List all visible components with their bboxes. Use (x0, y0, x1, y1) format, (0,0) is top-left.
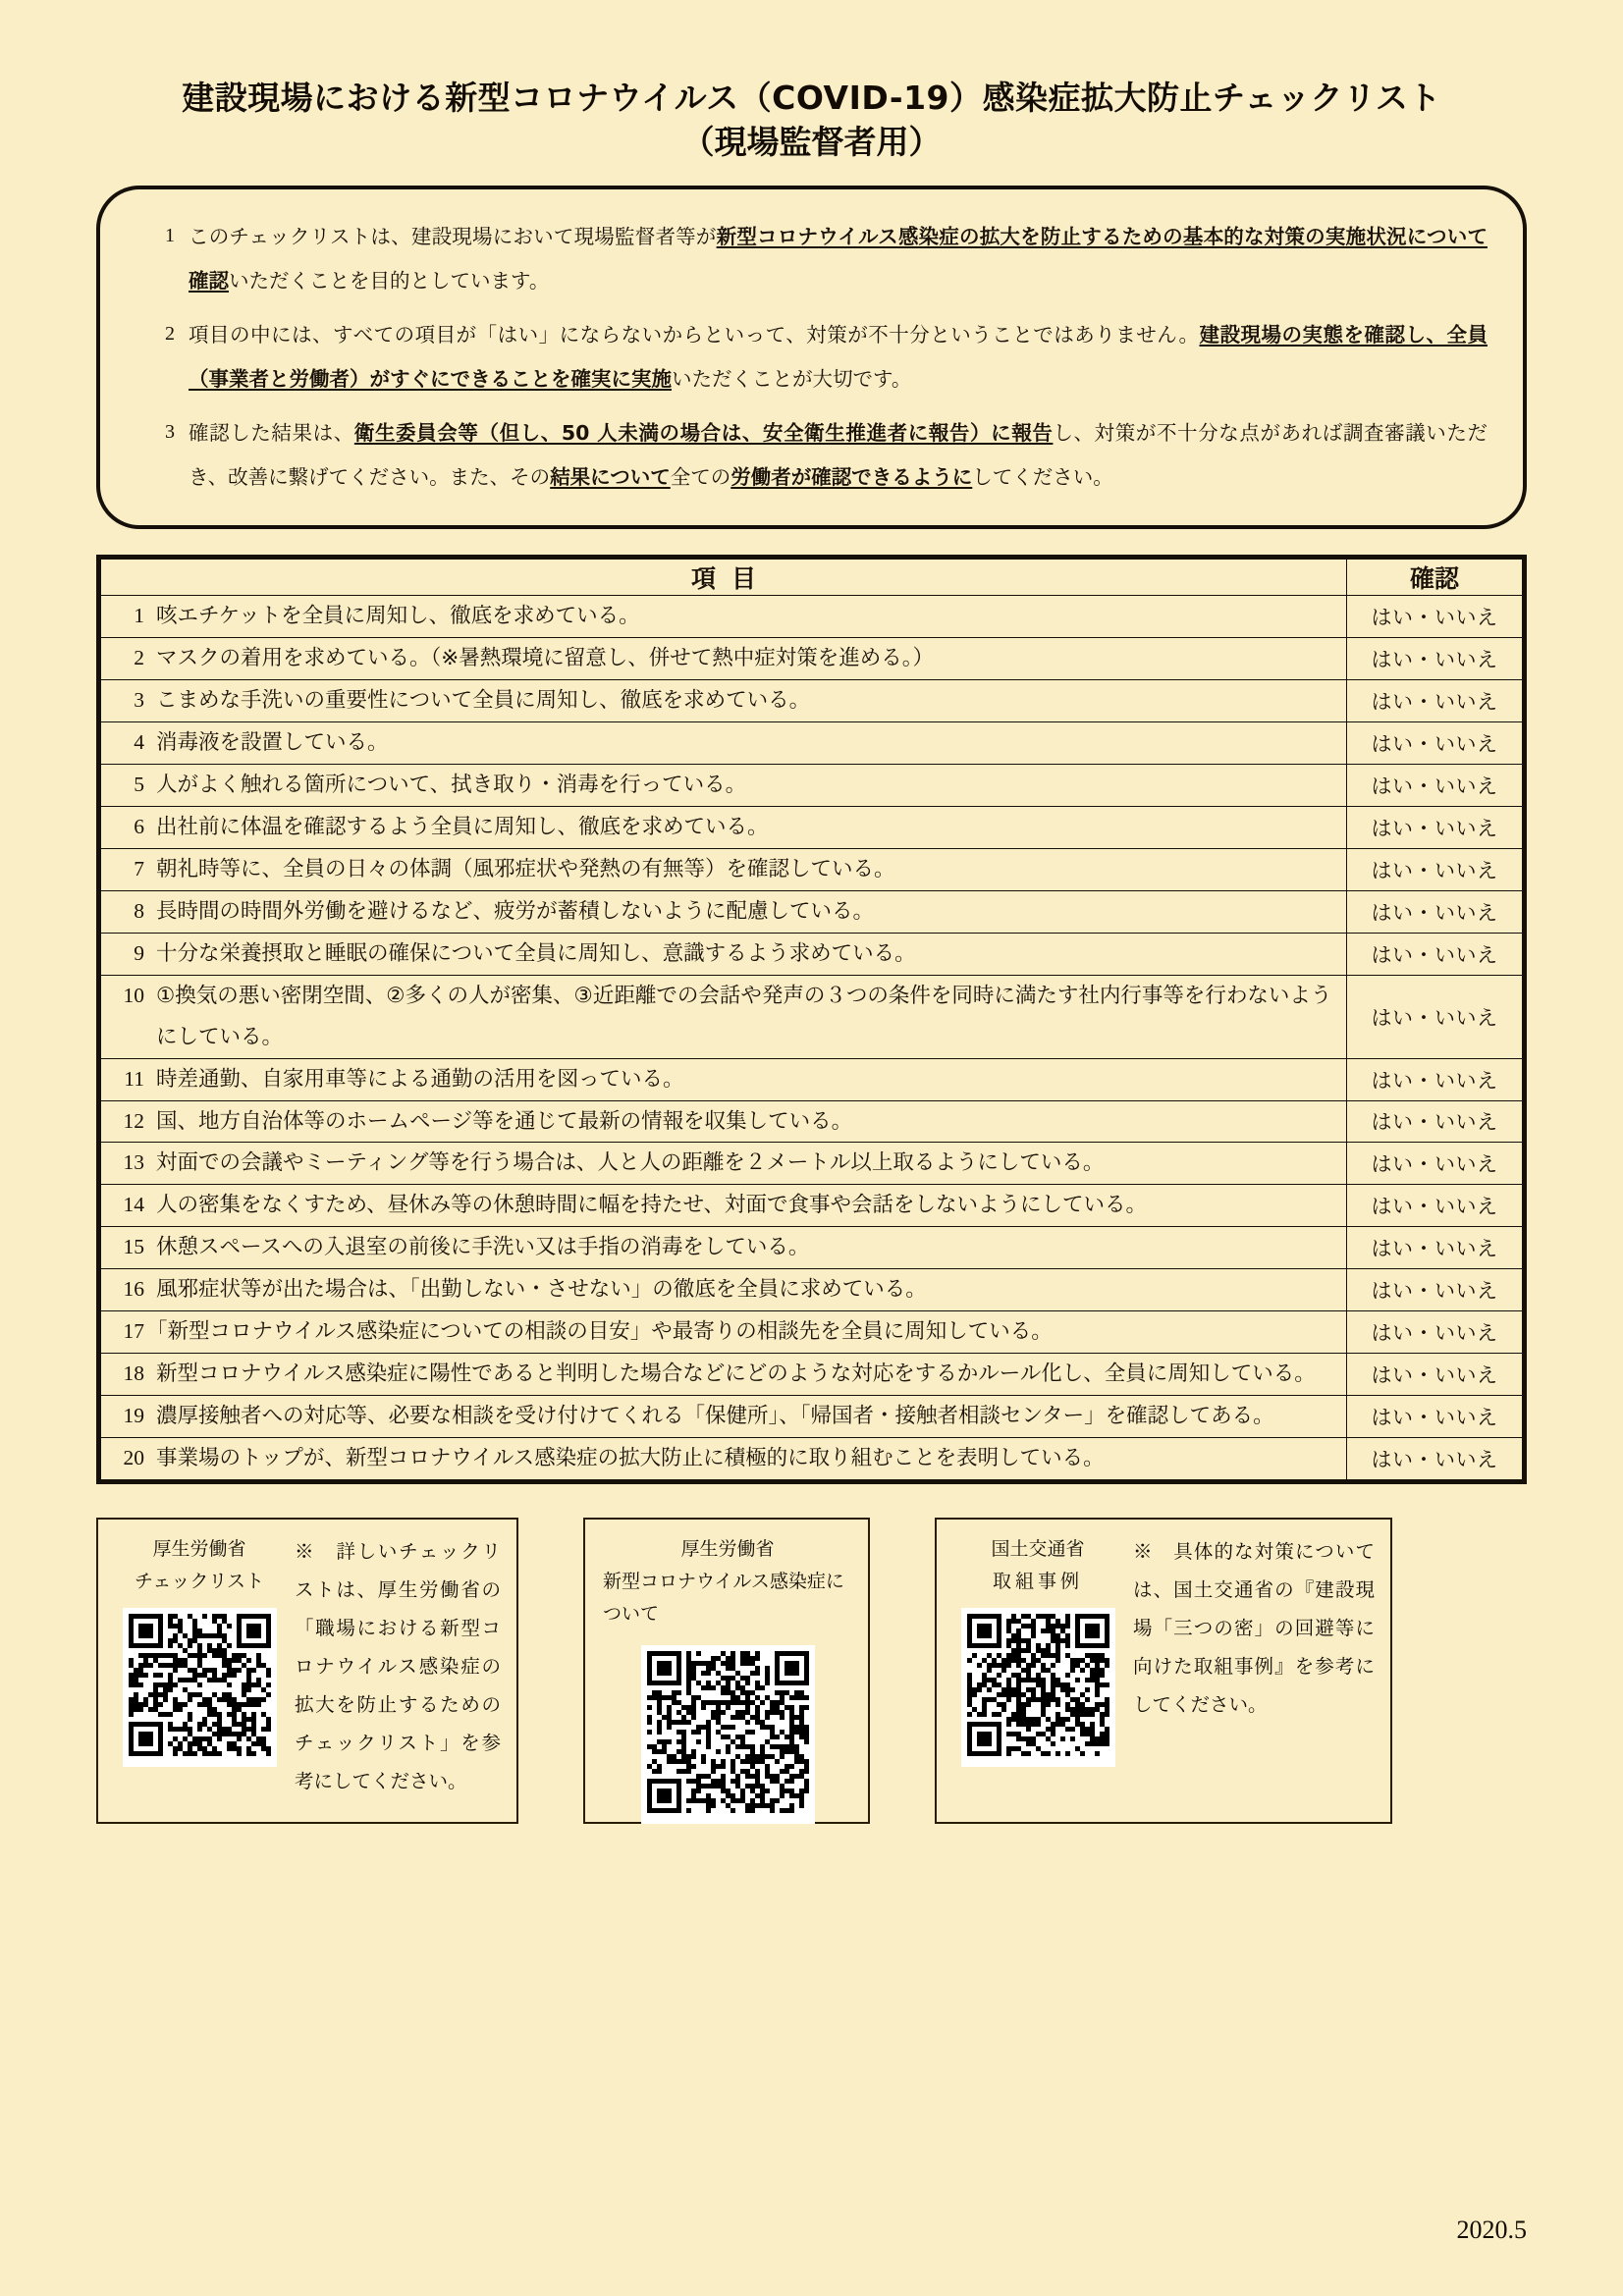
checklist-item-number: 13 (123, 1150, 144, 1175)
checklist-item-cell (101, 933, 1347, 975)
checklist-item-cell (101, 1227, 1347, 1269)
intro-item (135, 215, 1488, 303)
reference-heading-line2: 新型コロナウイルス感染症について (603, 1571, 844, 1626)
intro-plain-text: 項目の中には、すべての項目が「はい」にならないからといって、対策が不十分ということではありません。 (189, 325, 1200, 347)
page-subtitle: （現場監督者用） (681, 122, 942, 161)
checklist-answer-cell[interactable]: はい・いいえ (1347, 1395, 1523, 1437)
checklist-answer-cell[interactable]: はい・いいえ (1347, 1100, 1523, 1143)
checklist-item-number: 12 (123, 1108, 144, 1133)
checklist-item-text: ①換気の悪い密閉空間、②多くの人が密集、③近距離での会話や発声の３つの条件を同時に満たす社内行事等を行わないようにしている。 (156, 983, 1332, 1049)
checklist-item-cell (101, 975, 1347, 1058)
checklist-answer-cell[interactable]: はい・いいえ (1347, 975, 1523, 1058)
checklist-item-text: 人がよく触れる箇所について、拭き取り・消毒を行っている。 (156, 773, 747, 798)
checklist-item-number: 10 (123, 983, 144, 1007)
checklist-item-number: 16 (123, 1277, 144, 1302)
intro-item (135, 411, 1488, 500)
checklist-item-text: 事業場のトップが、新型コロナウイルス感染症の拡大防止に積極的に取り組むことを表明している。 (156, 1445, 1105, 1470)
reference-heading-line1: 国土交通省 (991, 1537, 1085, 1560)
checklist-item-text: 出社前に体温を確認するよう全員に周知し、徹底を求めている。 (156, 815, 769, 840)
checklist-item-number: 3 (134, 688, 144, 713)
intro-box (96, 186, 1527, 529)
table-row (101, 933, 1523, 975)
table-row (101, 1185, 1523, 1227)
reference-left-column (954, 1533, 1121, 1808)
table-row (101, 1143, 1523, 1185)
table-row (101, 596, 1523, 638)
intro-item (135, 313, 1488, 401)
checklist-answer-cell[interactable]: はい・いいえ (1347, 638, 1523, 680)
checklist-item-text: 風邪症状等が出た場合は、「出勤しない・させない」の徹底を全員に求めている。 (156, 1277, 927, 1303)
checklist-item-cell (101, 1354, 1347, 1396)
checklist-item-cell (101, 638, 1347, 680)
table-row (101, 1437, 1523, 1479)
table-row (101, 1058, 1523, 1100)
table-row (101, 890, 1523, 933)
checklist-item-cell (101, 1437, 1347, 1479)
checklist-item-number: 15 (123, 1235, 144, 1259)
checklist-answer-cell[interactable]: はい・いいえ (1347, 722, 1523, 765)
checklist-item-cell (101, 849, 1347, 891)
checklist-item-cell (101, 890, 1347, 933)
checklist-body (101, 596, 1523, 1479)
column-header-item: 項目 (101, 560, 1347, 596)
intro-item-text (189, 411, 1488, 500)
intro-item-number: 3 (165, 421, 175, 444)
reference-boxes-row (96, 1518, 1527, 1842)
table-row (101, 1227, 1523, 1269)
checklist-item-text: 人の密集をなくすため、昼休み等の休憩時間に幅を持たせ、対面で食事や会話をしないようにしている。 (156, 1193, 1148, 1218)
table-row (101, 807, 1523, 849)
reference-box-mlit-examples (935, 1518, 1392, 1824)
checklist-item-number: 9 (134, 940, 144, 965)
checklist-item-number: 6 (134, 815, 144, 839)
checklist-table-wrapper (96, 555, 1527, 1483)
table-row (101, 1269, 1523, 1311)
checklist-item-cell (101, 1100, 1347, 1143)
checklist-answer-cell[interactable]: はい・いいえ (1347, 765, 1523, 807)
checklist-answer-cell[interactable]: はい・いいえ (1347, 1354, 1523, 1396)
checklist-answer-cell[interactable]: はい・いいえ (1347, 1227, 1523, 1269)
checklist-answer-cell[interactable]: はい・いいえ (1347, 1143, 1523, 1185)
reference-heading-line1: 厚生労働省 (680, 1537, 775, 1560)
checklist-answer-cell[interactable]: はい・いいえ (1347, 1311, 1523, 1354)
qr-code-mlit-examples[interactable] (961, 1608, 1115, 1767)
checklist-item-number: 2 (134, 646, 144, 670)
intro-emphasis-text: 結果について (550, 465, 671, 490)
checklist-item-cell (101, 765, 1347, 807)
table-header-row (101, 560, 1523, 596)
checklist-answer-cell[interactable]: はい・いいえ (1347, 596, 1523, 638)
checklist-item-text: 朝礼時等に、全員の日々の体調（風邪症状や発熱の有無等）を確認している。 (156, 857, 895, 881)
intro-plain-text: し、対策が不十分な点があれば調査審議いただき、改善に繋げてください。また、その (189, 423, 1488, 490)
checklist-item-number: 14 (123, 1193, 144, 1217)
checklist-answer-cell[interactable]: はい・いいえ (1347, 1185, 1523, 1227)
reference-note: ※ 具体的な対策については、国土交通省の『建設現場「三つの密」の回避等に向けた取組事例』を参考にしてください。 (1133, 1541, 1375, 1716)
intro-plain-text: 確認した結果は、 (189, 423, 354, 446)
reference-box-mhlw-covid-info (583, 1518, 870, 1824)
table-row (101, 849, 1523, 891)
intro-emphasis-text: 建設現場の実態を確認し、全員（事業者と労働者）がすぐにできることを確実に実施 (189, 323, 1488, 392)
table-row (101, 1354, 1523, 1396)
footer-date: 2020.5 (1456, 2216, 1527, 2244)
qr-code-mhlw-covid-info[interactable] (641, 1645, 815, 1824)
intro-plain-text: いただくことを目的としています。 (229, 271, 550, 294)
checklist-answer-cell[interactable]: はい・いいえ (1347, 1269, 1523, 1311)
checklist-item-text: マスクの着用を求めている。（※暑熱環境に留意し、併せて熱中症対策を進める。） (156, 646, 935, 671)
table-row (101, 1395, 1523, 1437)
title-block (0, 0, 1623, 164)
table-row (101, 975, 1523, 1058)
reference-note: ※ 詳しいチェックリストは、厚生労働省の「職場における新型コロナウイルス感染症の拡大を防止するためのチェックリスト」を参考にしてください。 (295, 1541, 501, 1792)
reference-heading-line2: チェックリスト (134, 1571, 265, 1593)
table-row (101, 638, 1523, 680)
page-title: 建設現場における新型コロナウイルス（COVID-19）感染症拡大防止チェックリスト (182, 79, 1441, 117)
intro-plain-text: このチェックリストは、建設現場において現場監督者等が (189, 227, 717, 249)
column-header-check: 確認 (1347, 560, 1523, 596)
intro-item-number: 2 (165, 323, 175, 346)
checklist-item-text: 長時間の時間外労働を避けるなど、疲労が蓄積しないように配慮している。 (156, 898, 875, 924)
checklist-item-cell (101, 1185, 1347, 1227)
table-row (101, 765, 1523, 807)
checklist-item-text: 「新型コロナウイルス感染症についての相談の目安」や最寄りの相談先を全員に周知している。 (146, 1319, 1053, 1345)
reference-left-column (116, 1533, 283, 1808)
checklist-item-text: 国、地方自治体等のホームページ等を通じて最新の情報を収集している。 (156, 1108, 853, 1134)
checklist-item-number: 17 (123, 1319, 144, 1344)
checklist-item-number: 18 (123, 1362, 144, 1386)
checklist-item-number: 4 (134, 730, 144, 755)
intro-item-text (189, 215, 1488, 303)
intro-plain-text: いただくことが大切です。 (672, 369, 912, 392)
checklist-table (100, 559, 1523, 1479)
checklist-item-text: こまめな手洗いの重要性について全員に周知し、徹底を求めている。 (156, 688, 811, 714)
checklist-item-text: 新型コロナウイルス感染症に陽性であると判明した場合などにどのような対応をするかルール化し、全員に周知している。 (156, 1362, 1316, 1387)
checklist-item-text: 濃厚接触者への対応等、必要な相談を受け付けてくれる「保健所」、「帰国者・接触者相談センター」を確認してある。 (156, 1403, 1274, 1428)
checklist-item-text: 十分な栄養摂取と睡眠の確保について全員に周知し、意識するよう求めている。 (156, 940, 916, 966)
checklist-item-number: 5 (134, 773, 144, 797)
checklist-answer-cell[interactable]: はい・いいえ (1347, 933, 1523, 975)
checklist-item-number: 1 (134, 604, 144, 628)
checklist-item-cell (101, 1311, 1347, 1354)
checklist-item-text: 休憩スペースへの入退室の前後に手洗い又は手指の消毒をしている。 (156, 1235, 810, 1260)
checklist-item-text: 消毒液を設置している。 (156, 730, 389, 756)
checklist-item-number: 7 (134, 857, 144, 881)
checklist-answer-cell[interactable]: はい・いいえ (1347, 807, 1523, 849)
table-row (101, 1311, 1523, 1354)
checklist-item-number: 11 (124, 1066, 144, 1091)
table-row (101, 680, 1523, 722)
checklist-item-number: 20 (123, 1445, 144, 1469)
table-row (101, 1100, 1523, 1143)
checklist-item-cell (101, 596, 1347, 638)
checklist-item-cell (101, 680, 1347, 722)
checklist-item-cell (101, 1143, 1347, 1185)
checklist-answer-cell[interactable]: はい・いいえ (1347, 1058, 1523, 1100)
checklist-item-cell (101, 807, 1347, 849)
qr-code-mhlw-checklist[interactable] (123, 1608, 277, 1767)
checklist-item-cell (101, 1395, 1347, 1437)
checklist-answer-cell[interactable]: はい・いいえ (1347, 1437, 1523, 1479)
checklist-answer-cell[interactable]: はい・いいえ (1347, 680, 1523, 722)
intro-emphasis-text: 新型コロナウイルス感染症の拡大を防止するための基本的な対策の実施状況について確認 (189, 225, 1488, 294)
table-row (101, 722, 1523, 765)
intro-plain-text: してください。 (972, 467, 1113, 490)
reference-box-mhlw-checklist (96, 1518, 518, 1824)
reference-heading-line1: 厚生労働省 (152, 1537, 246, 1560)
reference-heading-line2: 取組事例 (992, 1571, 1083, 1593)
checklist-item-number: 8 (134, 898, 144, 923)
checklist-item-cell (101, 1058, 1347, 1100)
intro-item-text (189, 313, 1488, 401)
intro-emphasis-text: 労働者が確認できるように (730, 465, 973, 490)
checklist-item-cell (101, 1269, 1347, 1311)
checklist-answer-cell[interactable]: はい・いいえ (1347, 849, 1523, 891)
intro-emphasis-text: 衛生委員会等（但し、50 人未満の場合は、安全衛生推進者に報告）に報告 (353, 421, 1054, 446)
intro-plain-text: 全ての (670, 467, 731, 490)
checklist-item-cell (101, 722, 1347, 765)
checklist-item-text: 咳エチケットを全員に周知し、徹底を求めている。 (156, 604, 640, 629)
checklist-item-number: 19 (123, 1403, 144, 1427)
checklist-item-text: 時差通勤、自家用車等による通勤の活用を図っている。 (156, 1066, 684, 1092)
checklist-item-text: 対面での会議やミーティング等を行う場合は、人と人の距離を２メートル以上取るようにしている。 (156, 1150, 1105, 1176)
intro-item-number: 1 (165, 225, 175, 247)
checklist-answer-cell[interactable]: はい・いいえ (1347, 890, 1523, 933)
